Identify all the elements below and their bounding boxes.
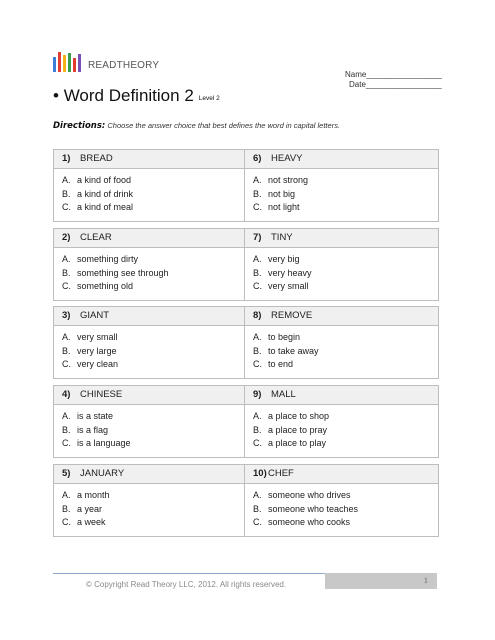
question-box xyxy=(244,306,439,379)
answer-options xyxy=(245,326,438,378)
answer-option xyxy=(253,345,438,359)
option-letter: B. xyxy=(62,188,71,199)
question-number: 5) xyxy=(62,468,71,479)
question-word: JANUARY xyxy=(80,468,125,479)
question-number: 10) xyxy=(253,468,267,479)
answer-option xyxy=(253,503,438,517)
question-box xyxy=(53,306,248,379)
option-letter: B. xyxy=(253,345,262,356)
answer-options xyxy=(54,484,247,536)
answer-option xyxy=(62,345,247,359)
answer-options xyxy=(245,169,438,221)
question-number: 4) xyxy=(62,389,71,400)
option-text: a place to pray xyxy=(268,424,328,435)
answer-option xyxy=(62,174,247,188)
level-label: Level 2 xyxy=(198,95,220,102)
question-header xyxy=(245,386,438,405)
brand-name: READTHEORY xyxy=(88,60,160,71)
book-spine xyxy=(63,55,66,72)
option-letter: C. xyxy=(62,202,71,212)
option-text: very small xyxy=(268,281,309,291)
question-word: TINY xyxy=(271,232,293,243)
option-letter: A. xyxy=(62,254,71,264)
option-text: very heavy xyxy=(268,267,312,278)
answer-option xyxy=(62,188,247,202)
book-spine xyxy=(73,58,76,72)
option-text: a kind of meal xyxy=(77,202,134,212)
option-letter: A. xyxy=(253,332,262,342)
option-text: a week xyxy=(77,517,106,527)
answer-option xyxy=(62,516,247,530)
option-text: very clean xyxy=(77,359,119,369)
question-number: 8) xyxy=(253,310,262,321)
answer-option xyxy=(253,201,438,215)
option-text: very small xyxy=(77,332,118,342)
question-box xyxy=(53,228,248,301)
answer-option xyxy=(253,280,438,294)
option-text: a kind of food xyxy=(77,175,132,185)
question-word: REMOVE xyxy=(271,310,313,321)
question-word: CHEF xyxy=(268,468,294,479)
option-letter: A. xyxy=(62,411,71,421)
question-box xyxy=(53,385,248,458)
option-letter: C. xyxy=(253,281,262,291)
answer-options xyxy=(54,405,247,457)
question-word: HEAVY xyxy=(271,153,303,164)
option-letter: A. xyxy=(62,490,71,500)
answer-option xyxy=(62,437,247,451)
option-letter: C. xyxy=(62,517,71,527)
option-text: is a language xyxy=(77,438,131,448)
question-number: 3) xyxy=(62,310,71,321)
option-text: very big xyxy=(268,254,300,264)
question-header xyxy=(245,307,438,326)
answer-option xyxy=(62,331,247,345)
directions-text: Choose the answer choice that best defines the word in capital letters. xyxy=(107,121,341,130)
title-bullet: • xyxy=(53,86,59,105)
option-letter: B. xyxy=(62,503,71,514)
option-text: to take away xyxy=(268,345,319,356)
answer-option xyxy=(253,331,438,345)
question-number: 9) xyxy=(253,389,262,400)
question-box xyxy=(53,149,248,222)
option-letter: B. xyxy=(253,188,262,199)
question-header xyxy=(245,229,438,248)
option-letter: B. xyxy=(253,424,262,435)
option-letter: C. xyxy=(62,281,71,291)
option-text: a place to play xyxy=(268,438,327,448)
answer-option xyxy=(253,424,438,438)
question-box xyxy=(53,464,248,537)
question-header xyxy=(54,465,247,484)
option-letter: B. xyxy=(62,345,71,356)
question-box xyxy=(244,385,439,458)
option-letter: B. xyxy=(253,267,262,278)
option-letter: C. xyxy=(253,359,262,369)
option-letter: C. xyxy=(253,517,262,527)
answer-option xyxy=(62,358,247,372)
option-letter: C. xyxy=(62,359,71,369)
question-header xyxy=(54,307,247,326)
answer-option xyxy=(253,489,438,503)
option-letter: A. xyxy=(62,332,71,342)
option-letter: B. xyxy=(62,267,71,278)
date-field: Date_________________ xyxy=(349,80,442,89)
option-text: someone who drives xyxy=(268,490,351,500)
question-number: 2) xyxy=(62,232,71,243)
answer-options xyxy=(245,248,438,300)
question-word: GIANT xyxy=(80,310,110,321)
option-letter: C. xyxy=(62,438,71,448)
name-field: Name_________________ xyxy=(345,70,442,79)
question-box xyxy=(244,149,439,222)
answer-option xyxy=(253,253,438,267)
option-letter: C. xyxy=(253,202,262,212)
question-header xyxy=(54,386,247,405)
worksheet-title xyxy=(53,86,220,106)
option-letter: A. xyxy=(62,175,71,185)
answer-option xyxy=(62,253,247,267)
option-letter: B. xyxy=(253,503,262,514)
question-word: CHINESE xyxy=(80,389,123,400)
question-box xyxy=(244,228,439,301)
option-text: not strong xyxy=(268,175,309,185)
page-number-box xyxy=(325,573,437,589)
answer-options xyxy=(54,326,247,378)
answer-option xyxy=(62,201,247,215)
option-text: to end xyxy=(268,359,294,369)
answer-option xyxy=(253,358,438,372)
option-text: something old xyxy=(77,281,134,291)
option-text: a year xyxy=(77,503,103,514)
option-text: a month xyxy=(77,490,110,500)
question-number: 6) xyxy=(253,153,262,164)
book-spine xyxy=(68,53,71,72)
answer-option xyxy=(253,188,438,202)
question-number: 7) xyxy=(253,232,262,243)
option-text: a kind of drink xyxy=(77,188,134,199)
option-letter: A. xyxy=(253,490,262,500)
answer-options xyxy=(245,405,438,457)
page-number: 1 xyxy=(423,575,428,585)
option-text: not light xyxy=(268,202,300,212)
question-header xyxy=(245,150,438,169)
answer-option xyxy=(253,174,438,188)
book-spine xyxy=(78,54,81,72)
option-letter: A. xyxy=(253,175,262,185)
answer-option xyxy=(253,516,438,530)
question-header xyxy=(245,465,438,484)
answer-option xyxy=(253,410,438,424)
book-spine xyxy=(53,57,56,72)
option-letter: A. xyxy=(253,411,262,421)
option-text: something dirty xyxy=(77,254,139,264)
question-word: BREAD xyxy=(80,153,113,164)
option-text: someone who cooks xyxy=(268,517,351,527)
answer-option xyxy=(62,424,247,438)
question-box xyxy=(244,464,439,537)
copyright-text: © Copyright Read Theory LLC, 2012. All rights reserved. xyxy=(86,580,287,589)
book-spine xyxy=(58,52,61,72)
answer-option xyxy=(62,410,247,424)
question-number: 1) xyxy=(62,153,71,164)
answer-option xyxy=(62,280,247,294)
option-text: a place to shop xyxy=(268,411,330,421)
option-text: is a flag xyxy=(77,424,109,435)
answer-options xyxy=(54,248,247,300)
answer-option xyxy=(62,267,247,281)
option-text: to begin xyxy=(268,332,301,342)
question-word: MALL xyxy=(271,389,296,400)
answer-option xyxy=(253,437,438,451)
question-header xyxy=(54,150,247,169)
answer-options xyxy=(245,484,438,536)
option-letter: B. xyxy=(62,424,71,435)
option-text: very large xyxy=(77,345,117,356)
answer-options xyxy=(54,169,247,221)
answer-option xyxy=(62,503,247,517)
option-text: someone who teaches xyxy=(268,503,359,514)
option-text: is a state xyxy=(77,411,114,421)
books-icon xyxy=(53,52,81,72)
option-text: not big xyxy=(268,188,296,199)
question-word: CLEAR xyxy=(80,232,112,243)
option-letter: A. xyxy=(253,254,262,264)
option-text: something see through xyxy=(77,267,169,278)
answer-option xyxy=(253,267,438,281)
answer-option xyxy=(62,489,247,503)
question-header xyxy=(54,229,247,248)
readtheory-logo xyxy=(53,50,159,72)
option-letter: C. xyxy=(253,438,262,448)
directions xyxy=(53,121,340,131)
title-text: Word Definition 2 xyxy=(63,86,194,105)
directions-label: Directions: xyxy=(53,121,106,131)
